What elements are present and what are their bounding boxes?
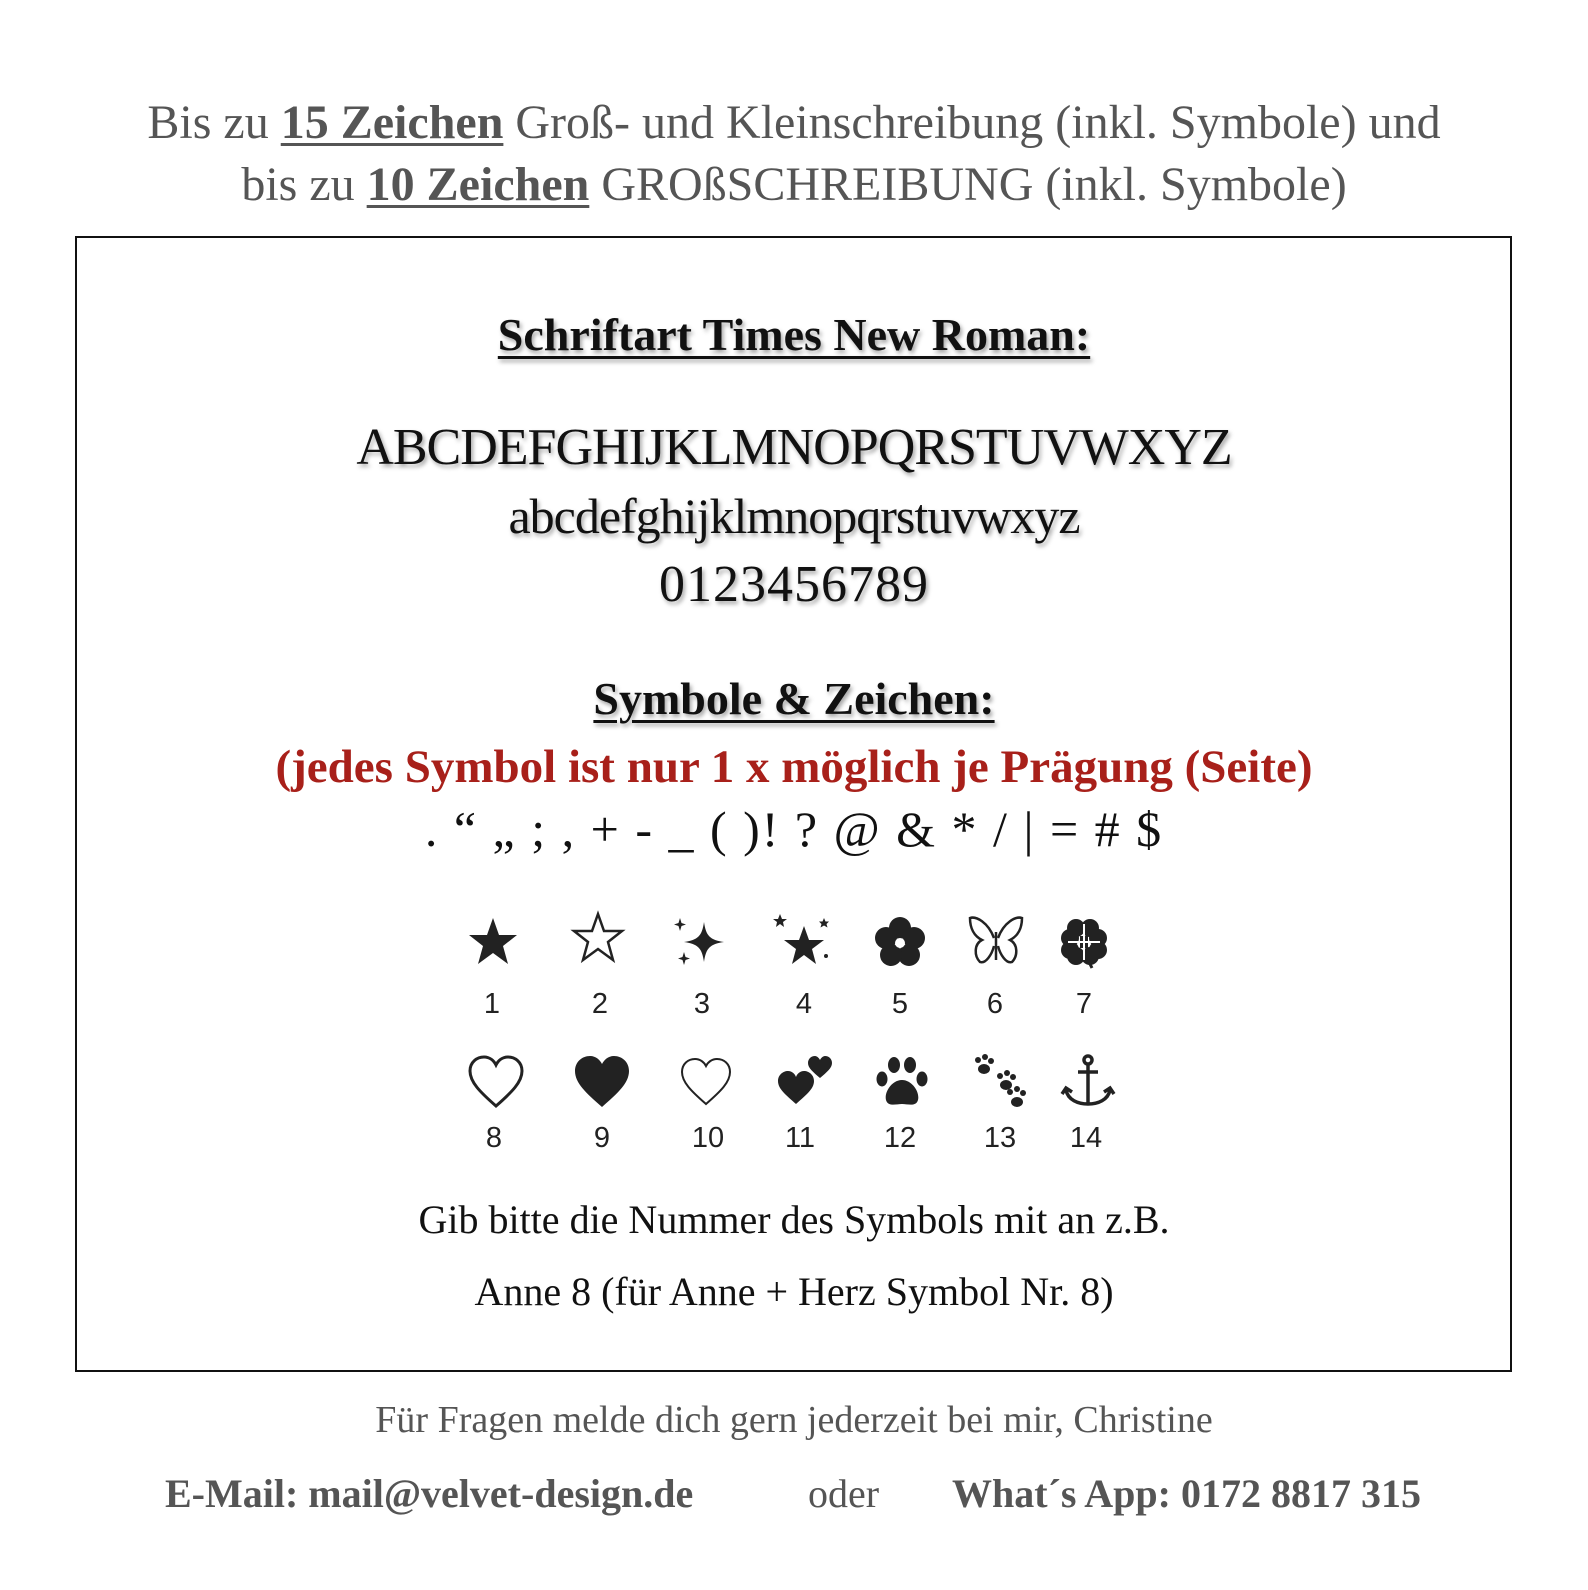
- symbol-number-9: 9: [593, 1122, 611, 1154]
- header-line-1-prefix: Bis zu: [147, 96, 281, 149]
- whatsapp-contact[interactable]: What´s App: 0172 8817 315: [952, 1471, 1421, 1516]
- flower-icon: [870, 912, 930, 972]
- symbol-number-7: 7: [1075, 988, 1093, 1020]
- symbol-number-8: 8: [485, 1122, 503, 1154]
- symbol-characters: . “ „ ; , + - _ ( )! ? @ & * / | = # $: [424, 801, 1164, 857]
- symbol-number-3: 3: [693, 988, 711, 1020]
- header-line-2-prefix: bis zu: [241, 158, 367, 211]
- two-hearts-icon: [776, 1052, 836, 1112]
- header-line-1-suffix: Groß- und Kleinschreibung (inkl. Symbole) und: [503, 96, 1441, 149]
- header-line-1: [0, 92, 1588, 154]
- font-section-title: Schriftart Times New Roman:: [497, 309, 1091, 360]
- heart-filled-icon: [572, 1052, 632, 1112]
- symbol-number-10: 10: [691, 1122, 725, 1154]
- symbol-number-6: 6: [986, 988, 1004, 1020]
- symbol-number-4: 4: [795, 988, 813, 1020]
- star-filled-icon: [463, 912, 523, 972]
- header-line-2: [0, 154, 1588, 216]
- questions-text: Für Fragen melde dich gern jederzeit bei mir, Christine: [375, 1399, 1213, 1441]
- symbol-number-13: 13: [983, 1122, 1017, 1154]
- symbol-number-1: 1: [483, 988, 501, 1020]
- paw-icon: [872, 1052, 932, 1112]
- symbol-number-5: 5: [891, 988, 909, 1020]
- anchor-icon: [1058, 1052, 1118, 1112]
- symbol-number-11: 11: [784, 1122, 816, 1154]
- butterfly-icon: [966, 912, 1026, 972]
- header-line-1-emphasis: 15 Zeichen: [280, 96, 504, 149]
- star-with-small-stars-icon: [772, 912, 832, 972]
- symbol-hint-line-1: Gib bitte die Nummer des Symbols mit an z.B.: [418, 1197, 1170, 1242]
- paw-prints-icon: [970, 1052, 1030, 1112]
- uppercase-alphabet: ABCDEFGHIJKLMNOPQRSTUVWXYZ: [356, 419, 1232, 476]
- or-text: oder: [808, 1471, 880, 1516]
- header-line-2-suffix: GROßSCHREIBUNG (inkl. Symbole): [589, 158, 1347, 211]
- lowercase-alphabet: abcdefghijklmnopqrstuvwxyz: [508, 488, 1080, 544]
- symbol-hint-line-2: Anne 8 (für Anne + Herz Symbol Nr. 8): [474, 1269, 1114, 1314]
- header: [0, 92, 1588, 216]
- heart-outline-icon: [466, 1052, 526, 1112]
- symbol-number-2: 2: [591, 988, 609, 1020]
- email-contact[interactable]: E-Mail: mail@velvet-design.de: [165, 1471, 694, 1516]
- symbols-note: (jedes Symbol ist nur 1 x möglich je Prägung (Seite): [275, 741, 1313, 793]
- symbols-section-title: Symbole & Zeichen:: [593, 673, 995, 724]
- sparkles-icon: [670, 914, 730, 974]
- symbol-number-14: 14: [1069, 1122, 1103, 1154]
- digits: 0123456789: [659, 556, 929, 613]
- star-outline-icon: [568, 908, 628, 968]
- symbol-number-12: 12: [883, 1122, 917, 1154]
- header-line-2-emphasis: 10 Zeichen: [366, 158, 590, 211]
- heart-outline-thin-icon: [676, 1052, 736, 1112]
- clover-icon: [1054, 912, 1114, 972]
